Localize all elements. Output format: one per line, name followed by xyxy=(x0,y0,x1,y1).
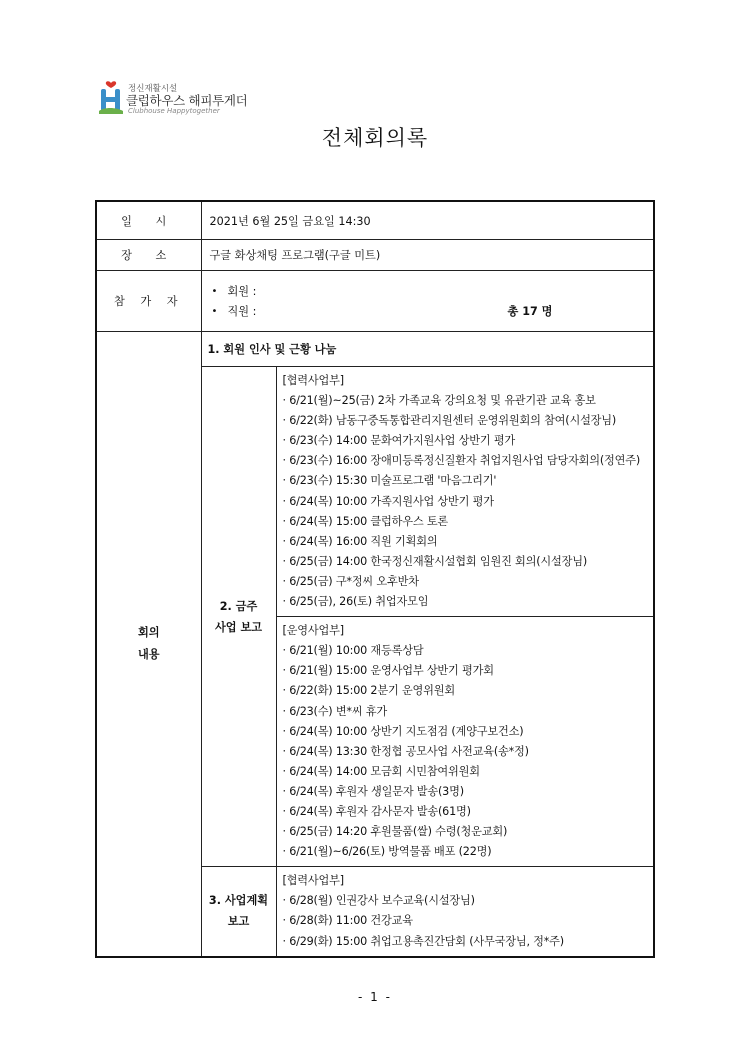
member-line xyxy=(202,281,654,301)
list-item: · 6/21(월)~6/26(토) 방역물품 배포 (22명) xyxy=(282,845,492,859)
list-item: · 6/24(목) 14:00 모금회 시민참여위원회 xyxy=(282,764,480,778)
place-label: 장 소 xyxy=(96,240,201,271)
list-item: · 6/23(수) 14:00 문화여가지원사업 상반기 평가 xyxy=(282,434,516,448)
section3-line1: 3. 사업계획 xyxy=(208,894,269,908)
coop-report-cell xyxy=(276,367,654,617)
section2-label xyxy=(201,367,276,867)
coop-list xyxy=(283,391,648,612)
ops-report-cell xyxy=(276,617,654,867)
list-item: · 6/24(목) 10:00 가족지원사업 상반기 평가 xyxy=(282,494,494,508)
staff-label: 직원 : xyxy=(227,305,257,318)
list-item: · 6/24(목) 10:00 상반기 지도점검 (계양구보건소) xyxy=(282,724,524,738)
list-item: · 6/23(수) 변*씨 휴가 xyxy=(282,704,388,718)
content-label xyxy=(96,332,201,957)
ops-header: [운영사업부] xyxy=(282,624,344,638)
list-item: · 6/22(화) 남동구중독통합관리지원센터 운영위원회의 참여(시설장님) xyxy=(282,414,617,428)
page-number: - 1 - xyxy=(358,990,392,1004)
plan-list xyxy=(283,891,648,951)
list-item: · 6/25(금) 14:20 후원물품(쌀) 수령(청운교회) xyxy=(282,825,508,839)
section2-line2: 사업 보고 xyxy=(214,620,263,634)
date-value: 2021년 6월 25일 금요일 14:30 xyxy=(201,201,654,240)
list-item: · 6/21(월)~25(금) 2차 가족교육 강의요청 및 유관기관 교육 홍보 xyxy=(282,394,596,408)
section1-row xyxy=(96,332,654,367)
clubhouse-logo xyxy=(98,80,258,120)
section3-line2: 보고 xyxy=(227,915,250,929)
page-title: 전체회의록 xyxy=(321,126,429,150)
meeting-minutes-table xyxy=(95,200,655,958)
bullet: • xyxy=(211,285,218,297)
list-item: · 6/22(화) 15:00 2분기 운영위원회 xyxy=(282,684,455,698)
content-label-line1: 회의 xyxy=(137,625,160,639)
date-row xyxy=(96,201,654,240)
logo-name: 클럽하우스 해피투게더 xyxy=(126,93,248,108)
content-label-line2: 내용 xyxy=(137,647,160,661)
total-count: 총 17 명 xyxy=(507,305,553,318)
place-row xyxy=(96,240,654,271)
list-item: · 6/23(수) 15:30 미술프로그램 '마음그리기' xyxy=(282,474,497,488)
list-item: · 6/28(화) 11:00 건강교육 xyxy=(282,914,413,928)
place-value: 구글 화상채팅 프로그램(구글 미트) xyxy=(201,240,654,271)
coop-header: [협력사업부] xyxy=(282,374,344,387)
section1-title: 1. 회원 인사 및 근황 나눔 xyxy=(201,332,654,367)
clubhouse-h-logo-icon xyxy=(98,80,124,116)
list-item: · 6/24(목) 13:30 한정협 공모사업 사전교육(송*정) xyxy=(282,744,529,758)
attendees-label: 참 가 자 xyxy=(96,271,201,332)
list-item: · 6/29(화) 15:00 취업고용촉진간담회 (사무국장님, 정*주) xyxy=(282,934,564,948)
attendees-value xyxy=(201,271,654,332)
list-item: · 6/24(목) 15:00 클럽하우스 토론 xyxy=(282,514,449,528)
section2-line1: 2. 금주 xyxy=(219,599,258,613)
list-item: · 6/24(목) 16:00 직원 기획회의 xyxy=(282,534,438,548)
plan-header: [협력사업부] xyxy=(282,874,344,888)
member-label: 회원 : xyxy=(227,285,257,298)
list-item: · 6/28(월) 인권강사 보수교육(시설장님) xyxy=(282,894,475,908)
section3-label xyxy=(201,867,276,957)
logo-subtitle: 정신재활시설 xyxy=(128,84,178,94)
list-item: · 6/23(수) 16:00 장애미등록정신질환자 취업지원사업 담당자회의(정연주) xyxy=(282,454,641,468)
staff-line xyxy=(202,301,654,321)
list-item: · 6/25(금) 구*정씨 오후반차 xyxy=(282,574,419,588)
plan-report-cell xyxy=(276,867,654,957)
logo-english: Clubhouse Happytogether xyxy=(128,107,220,115)
list-item: · 6/25(금), 26(토) 취업자모임 xyxy=(282,595,429,609)
list-item: · 6/24(목) 후원자 감사문자 발송(61명) xyxy=(282,804,471,818)
list-item: · 6/21(월) 10:00 재등록상담 xyxy=(282,644,424,658)
list-item: · 6/21(월) 15:00 운영사업부 상반기 평가회 xyxy=(282,664,494,678)
list-item: · 6/24(목) 후원자 생일문자 발송(3명) xyxy=(282,784,464,798)
date-label: 일 시 xyxy=(96,201,201,240)
ops-list xyxy=(283,641,648,862)
list-item: · 6/25(금) 14:00 한국정신재활시설협회 임원진 회의(시설장님) xyxy=(282,554,588,568)
bullet: • xyxy=(211,305,218,317)
attendees-row xyxy=(96,271,654,332)
